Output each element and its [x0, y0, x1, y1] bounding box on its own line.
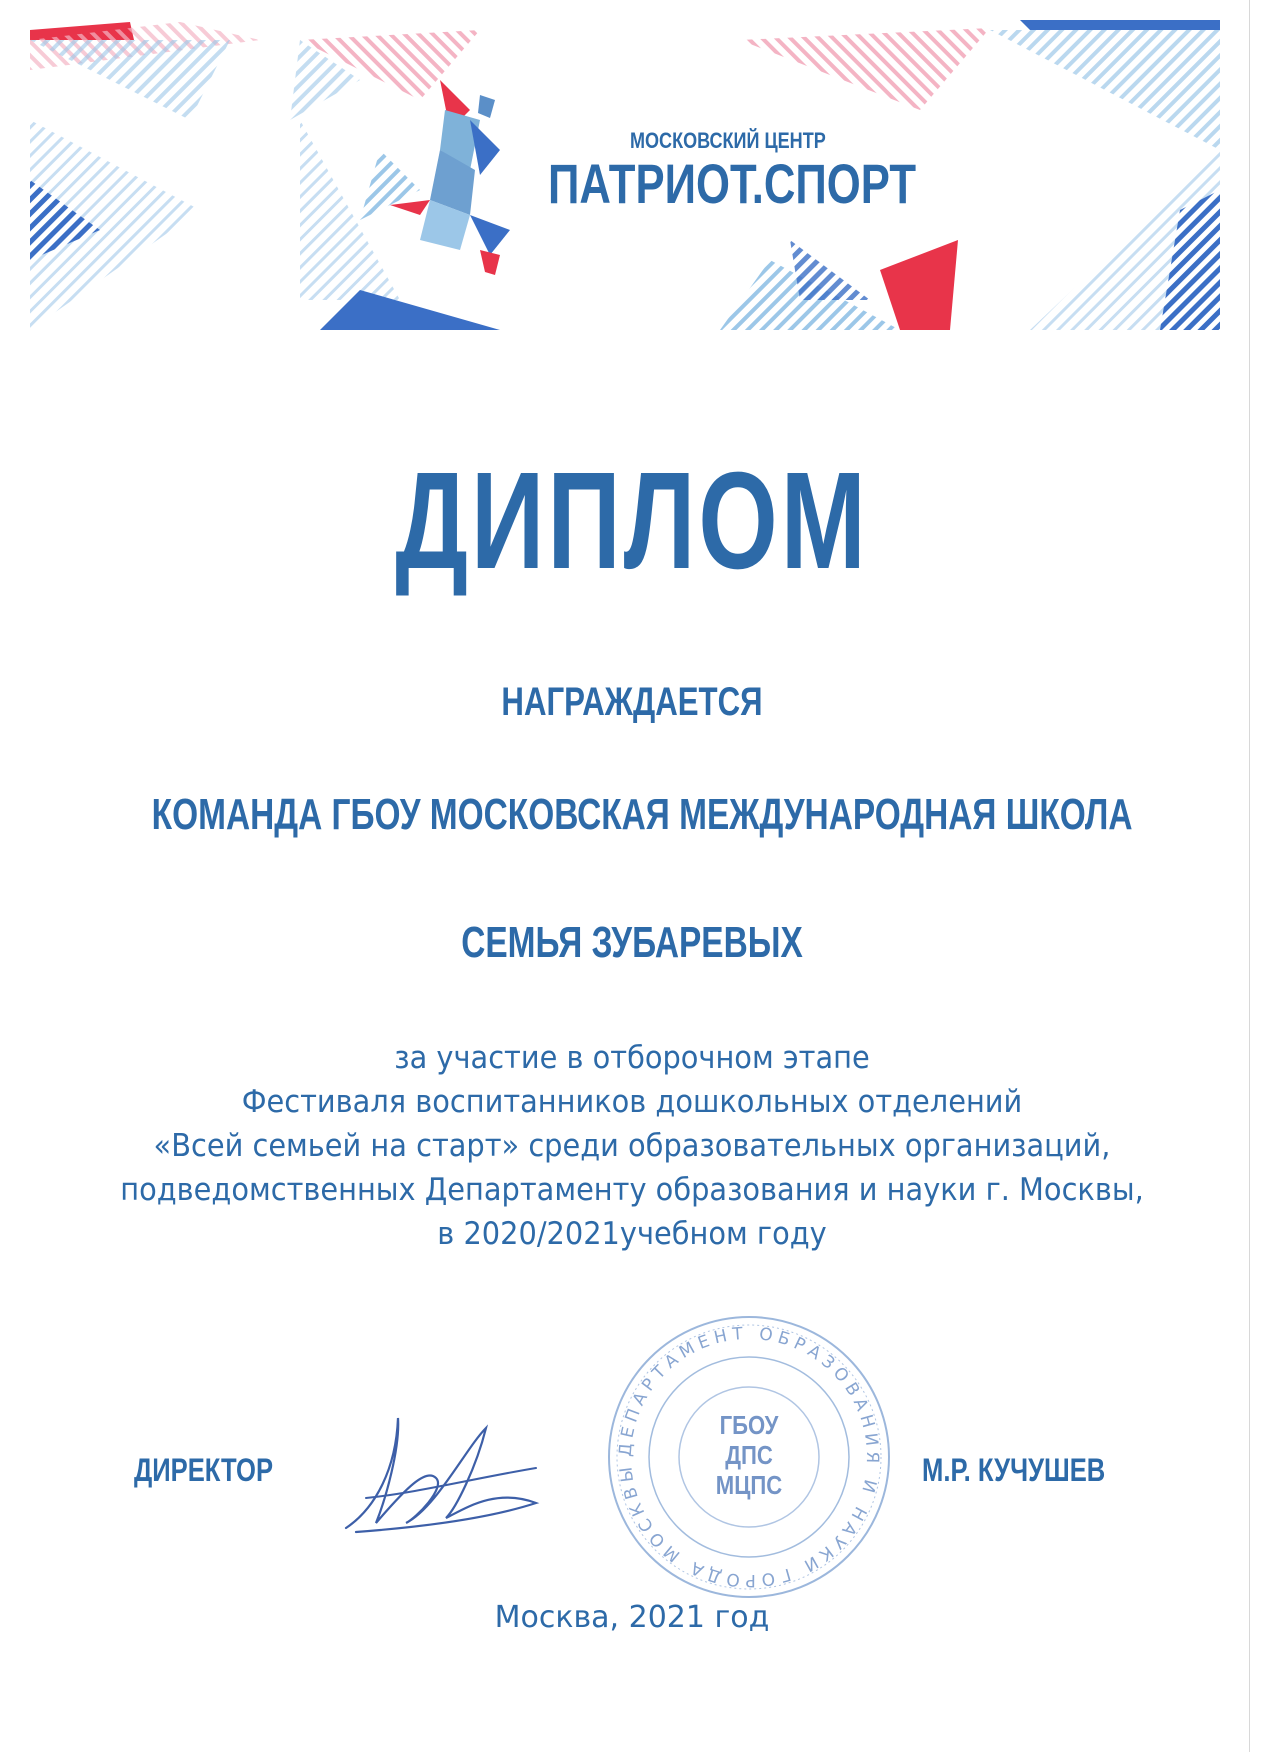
- recipient-line-1: КОМАНДА ГБОУ МОСКОВСКАЯ МЕЖДУНАРОДНАЯ ШКОЛА: [151, 790, 1133, 839]
- awarded-heading: НАГРАЖДАЕТСЯ: [501, 680, 763, 724]
- reason-line: в 2020/2021учебном году: [437, 1216, 827, 1252]
- logo-subtitle: МОСКОВСКИЙ ЦЕНТР: [630, 128, 826, 153]
- diploma-title: ДИПЛОМ: [395, 444, 869, 598]
- stamp-ring-text: ДЕПАРТАМЕНТ ОБРАЗОВАНИЯ И НАУКИ ГОРОДА МОСКВЫ: [615, 1323, 883, 1591]
- logo-title: ПАТРИОТ.СПОРТ: [548, 152, 917, 215]
- stamp-line: ДПС: [725, 1440, 773, 1470]
- runner-icon: [360, 80, 510, 275]
- stamp-line: МЦПС: [715, 1470, 783, 1500]
- official-stamp: [604, 1312, 894, 1602]
- logo: [548, 128, 917, 215]
- place-and-year: Москва, 2021 год: [494, 1600, 770, 1635]
- red-shape: [880, 240, 958, 330]
- signatory-name: М.Р. КУЧУШЕВ: [922, 1452, 1106, 1488]
- reason-text: [60, 1036, 1204, 1256]
- reason-line: Фестиваля воспитанников дошкольных отделений: [241, 1084, 1023, 1120]
- recipient-line-2: СЕМЬЯ ЗУБАРЕВЫХ: [461, 918, 803, 967]
- reason-line: подведомственных Департаменту образования и науки г. Москвы,: [120, 1172, 1144, 1208]
- handwritten-signature: [336, 1408, 546, 1538]
- signatory-title: ДИРЕКТОР: [134, 1452, 274, 1488]
- stamp-center: [702, 1410, 796, 1500]
- reason-line: за участие в отборочном этапе: [394, 1040, 870, 1076]
- stamp-line: ГБОУ: [719, 1410, 779, 1440]
- reason-line: «Всей семьей на старт» среди образовательных организаций,: [153, 1128, 1111, 1164]
